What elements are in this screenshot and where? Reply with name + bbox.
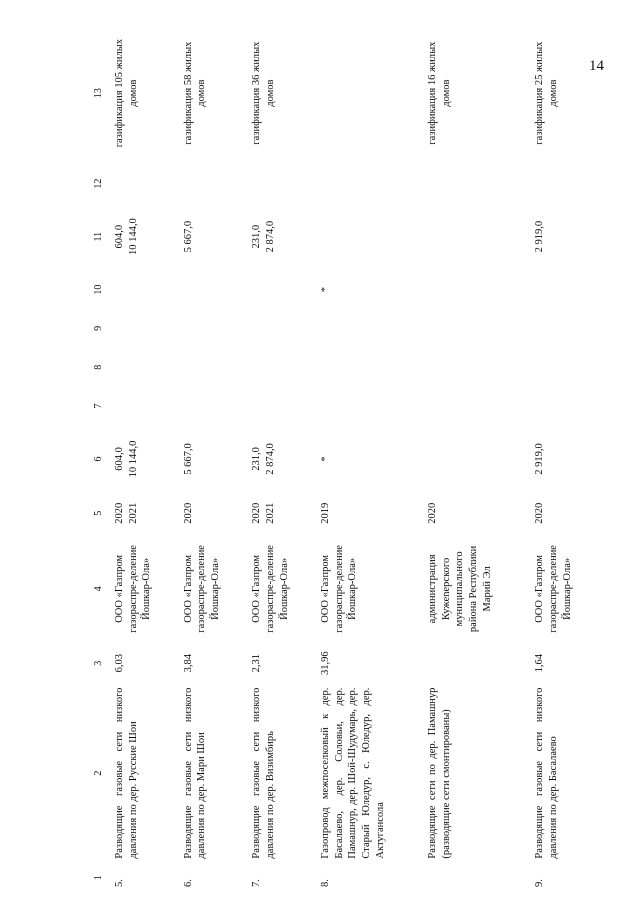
result: газификация 105 жилых домов: [114, 39, 139, 148]
funding-other-line: 231,0: [251, 224, 263, 249]
funding-total: [109, 425, 178, 492]
row-number: 5.: [114, 879, 125, 887]
years-line: 2021: [127, 502, 139, 524]
funding-total: [422, 425, 529, 492]
column-number-5: 5: [93, 510, 104, 516]
funding-total-line: 604,0: [114, 447, 125, 471]
years-line: 2020: [534, 502, 546, 524]
object-name: Газопровод межпоселковый к дер. Басалаево, дер. Соловьи, дер. Памашнур, дер. Шой-Шудумарь, дер. Старый Юледур, с. Юледур, дер. Актугансола: [320, 687, 386, 859]
column-number-10: 10: [93, 284, 104, 295]
col-7: [109, 387, 178, 426]
funding-other: [178, 203, 247, 270]
funding-other: [109, 203, 178, 270]
funding-other-line: 10 144,0: [127, 218, 139, 255]
result: газификация 58 жилых домов: [182, 41, 208, 145]
funding-other: [422, 203, 529, 270]
result: газификация 16 жилых домов: [427, 41, 452, 145]
funding-total: [529, 425, 598, 492]
funding-other: [529, 203, 598, 270]
program-table: [88, 22, 598, 892]
row-number: 7.: [251, 879, 263, 887]
col-10: [178, 270, 247, 309]
col-7: [315, 387, 422, 426]
result: газификация 36 жилых домов: [251, 41, 277, 145]
col-12: [422, 164, 529, 203]
table-row: [422, 22, 529, 892]
col-7: [529, 387, 598, 426]
length-km: 1,64: [534, 654, 546, 673]
funding-other: [246, 203, 315, 270]
col-7: [422, 387, 529, 426]
col-8: [529, 348, 598, 387]
page-number: 14: [589, 58, 604, 74]
years-line: 2020: [427, 502, 439, 524]
funding-other-line: 5 667,0: [182, 220, 194, 253]
row-number: 6.: [182, 879, 194, 887]
years: [422, 493, 529, 534]
row-number: 9.: [534, 879, 546, 887]
executor: ООО «Газпром газораспре-деление Йошкар-Ола»: [534, 545, 573, 633]
col-10: [529, 270, 598, 309]
col-9: [178, 309, 247, 348]
years-line: 2021: [265, 502, 277, 524]
col-8: [422, 348, 529, 387]
length-km: [422, 644, 529, 683]
funding-total-line: 10 144,0: [127, 440, 139, 478]
years: [109, 493, 178, 534]
funding-other: [315, 203, 422, 270]
col-12: [529, 164, 598, 203]
col-9: [315, 309, 422, 348]
table-row: [315, 22, 422, 892]
object-name: Разводящие газовые сети низкого давления по дер. Визимбирь: [251, 687, 277, 859]
column-number-6: 6: [93, 456, 104, 462]
col-9: [109, 309, 178, 348]
col-8: [246, 348, 315, 387]
years: [529, 493, 598, 534]
column-number-9: 9: [93, 325, 104, 331]
executor: ООО «Газпром газораспре-деление Йошкар-Ола»: [182, 545, 221, 633]
col-10: [109, 270, 178, 309]
column-number-11: 11: [93, 231, 104, 242]
column-number-2: 2: [93, 770, 104, 776]
funding-total-line: 2 919,0: [534, 443, 546, 475]
column-number-7: 7: [93, 403, 104, 409]
funding-other-line: 2 919,0: [534, 220, 546, 253]
table-row: [178, 22, 247, 892]
table-body: [109, 22, 598, 892]
col-12: [315, 164, 422, 203]
col-9: [529, 309, 598, 348]
funding-total-line: 2 874,0: [265, 443, 277, 475]
column-number-4: 4: [93, 586, 104, 592]
column-number-12: 12: [93, 178, 104, 189]
row-number: 8.: [320, 879, 332, 887]
years-line: 2020: [182, 502, 194, 524]
object-name: Разводящие газовые сети низкого давления по дер. Мари Шои: [182, 687, 208, 859]
length-km: 3,84: [182, 654, 194, 673]
column-number-1: 1: [93, 875, 104, 881]
col-7: [246, 387, 315, 426]
funding-total-line: 5 667,0: [182, 443, 194, 475]
col-12: [109, 164, 178, 203]
result: газификация 25 жилых домов: [534, 41, 559, 145]
col-9: [246, 309, 315, 348]
funding-other-line: 2 874,0: [265, 220, 277, 253]
funding-other-line: 604,0: [114, 224, 125, 249]
table-row: [246, 22, 315, 892]
length-km: 2,31: [251, 654, 263, 673]
result: [315, 22, 422, 164]
executor: ООО «Газпром газораспре-деление Йошкар-Ола»: [114, 545, 153, 633]
table-row: [529, 22, 598, 892]
col-8: [178, 348, 247, 387]
column-number-3: 3: [93, 660, 104, 666]
object-name: Разводящие газовые сети низкого давления по дер. Русские Шои: [114, 687, 139, 859]
table-row: [109, 22, 178, 892]
col-10: [246, 270, 315, 309]
col-8: [315, 348, 422, 387]
col-10: *: [320, 287, 332, 293]
column-number-8: 8: [93, 364, 104, 370]
row-number: [422, 864, 529, 892]
column-number-13: 13: [93, 88, 104, 99]
col-9: [422, 309, 529, 348]
col-8: [109, 348, 178, 387]
object-name: Разводящие сети по дер. Памашнур (разводящие сети смонтированы): [427, 687, 452, 859]
years-line: 2020: [251, 502, 263, 524]
executor: ООО «Газпром газораспре-деление Йошкар-Ола»: [320, 545, 359, 633]
funding-total: [315, 425, 422, 492]
length-km: 31,96: [320, 651, 332, 676]
col-12: [178, 164, 247, 203]
col-7: [178, 387, 247, 426]
funding-total: [246, 425, 315, 492]
table-header: [88, 22, 109, 892]
length-km: 6,03: [114, 654, 125, 673]
rotated-table-frame: [88, 22, 598, 892]
object-name: Разводящие газовые сети низкого давления по дер. Басалаево: [534, 687, 559, 859]
years: [178, 493, 247, 534]
executor: администрация Кужenерского муниципального района Республики Марий Эл: [427, 545, 493, 633]
executor: ООО «Газпром газораспре-деление Йошкар-Ола»: [251, 545, 290, 633]
years: [315, 493, 422, 534]
years-line: 2019: [320, 502, 332, 524]
years: [246, 493, 315, 534]
funding-total-line: 231,0: [251, 447, 263, 471]
years-line: 2020: [114, 502, 125, 524]
funding-total-line: *: [320, 456, 332, 462]
funding-total: [178, 425, 247, 492]
col-10: [422, 270, 529, 309]
col-12: [246, 164, 315, 203]
